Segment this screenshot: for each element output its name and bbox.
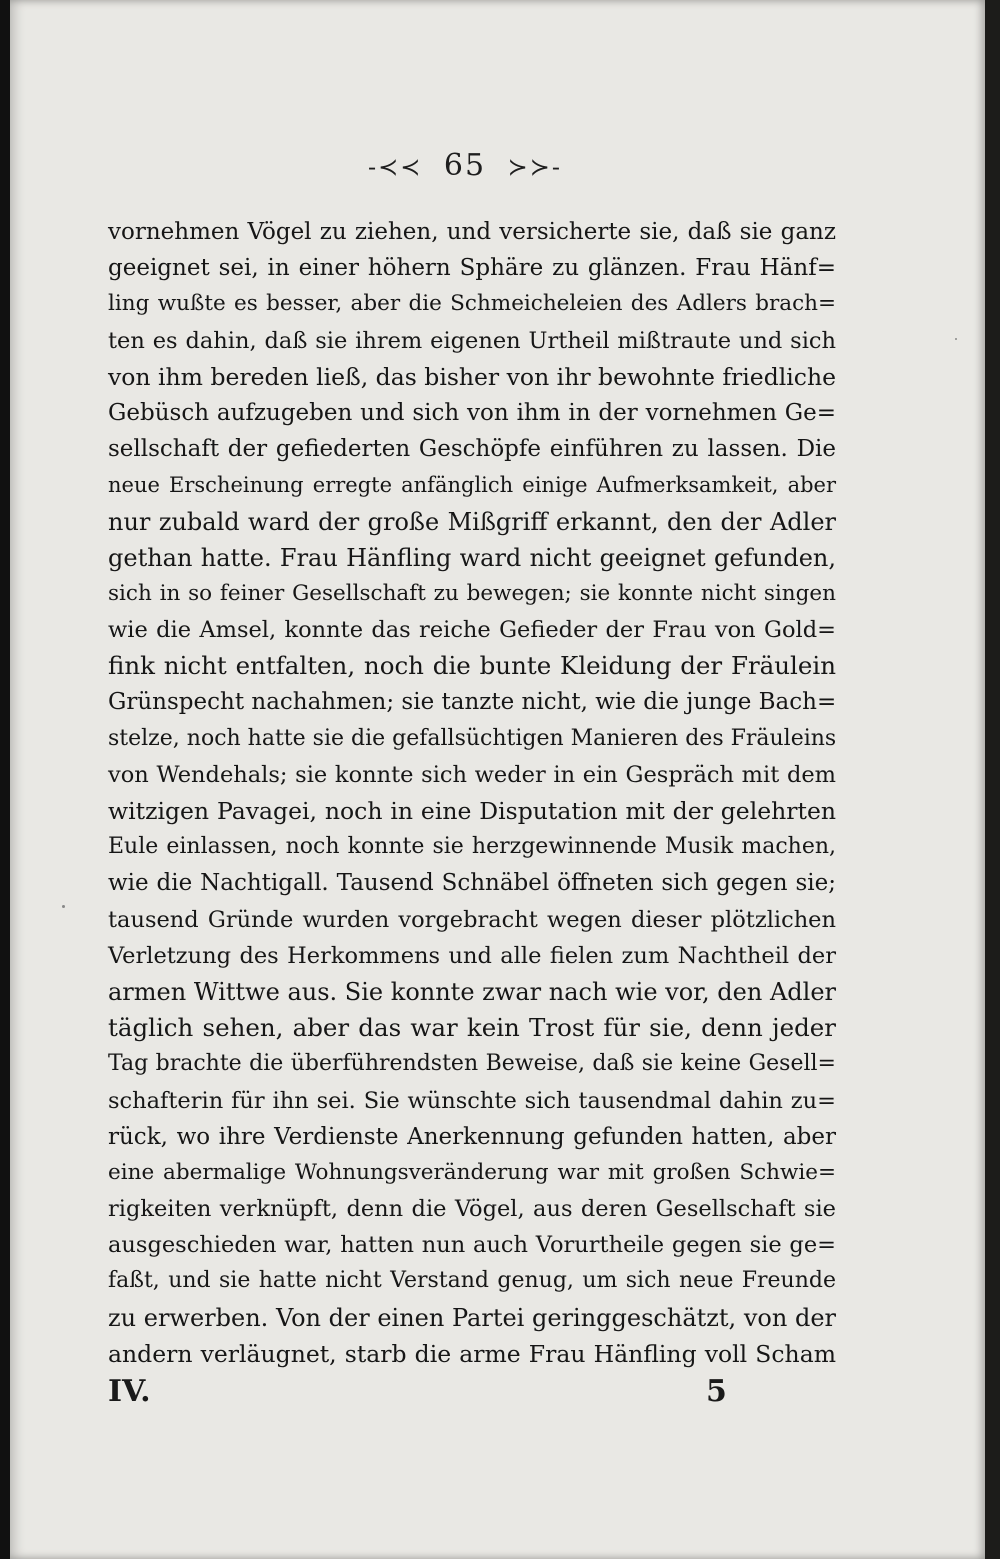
text-line: Grünspecht nachahmen; sie tanzte nicht, wie die junge Bach= — [108, 689, 837, 716]
text-line: Gebüsch aufzugeben und sich von ihm in der vornehmen Ge= — [108, 399, 836, 426]
text-line: ling wußte es besser, aber die Schmeicheleien des Adlers brach= — [108, 291, 836, 317]
text-line: wie die Nachtigall. Tausend Schnäbel öffneten sich gegen sie; — [108, 870, 836, 897]
text-line: Tag brachte die überführendsten Beweise, daß sie keine Gesell= — [108, 1051, 836, 1077]
text-line: Verletzung des Herkommens und alle fielen zum Nachtheil der — [108, 942, 836, 969]
right-ornament: ≻≻- — [507, 153, 562, 181]
scan-left-border — [0, 0, 10, 1559]
text-line: nur zubald ward der große Mißgriff erkannt, den der Adler — [108, 507, 836, 536]
text-line: sich in so feiner Gesellschaft zu bewegen; sie konnte nicht singen — [108, 580, 836, 606]
text-line: zu erwerben. Von der einen Partei geringgeschätzt, von der — [108, 1303, 836, 1332]
text-line: eine abermalige Wohnungsveränderung war mit großen Schwie= — [108, 1159, 836, 1185]
paper-speck — [62, 905, 65, 908]
text-line: fink nicht entfalten, noch die bunte Kleidung der Fräulein — [108, 651, 836, 681]
paper-speck — [955, 338, 957, 340]
text-line: von ihm bereden ließ, das bisher von ihr bewohnte friedliche — [108, 362, 836, 391]
page-header — [10, 148, 920, 183]
book-page — [10, 0, 985, 1559]
text-line: vornehmen Vögel zu ziehen, und versicherte sie, daß sie ganz — [108, 219, 836, 245]
text-line: tausend Gründe wurden vorgebracht wegen dieser plötzlichen — [108, 906, 836, 933]
text-line: ausgeschieden war, hatten nun auch Vorurtheile gegen sie ge= — [108, 1232, 836, 1259]
text-line: andern verläugnet, starb die arme Frau Hänfling voll Scham — [108, 1339, 836, 1368]
text-line: witzigen Pavagei, noch in eine Disputation mit der gelehrten — [108, 797, 836, 825]
signature-mark-number: 5 — [706, 1374, 727, 1409]
text-line: rück, wo ihre Verdienste Anerkennung gefunden hatten, aber — [108, 1123, 836, 1150]
text-line: täglich sehen, aber das war kein Trost für sie, denn jeder — [108, 1013, 836, 1043]
text-line: ten es dahin, daß sie ihrem eigenen Urtheil mißtraute und sich — [108, 327, 836, 354]
text-line: schafterin für ihn sei. Sie wünschte sich tausendmal dahin zu= — [108, 1087, 836, 1114]
text-line: Eule einlassen, noch konnte sie herzgewinnende Musik machen, — [108, 834, 836, 860]
text-line: rigkeiten verknüpft, denn die Vögel, aus deren Gesellschaft sie — [108, 1196, 836, 1223]
text-line: armen Wittwe aus. Sie konnte zwar nach wie vor, den Adler — [108, 977, 836, 1006]
scan-right-border — [985, 0, 1000, 1559]
text-line: faßt, und sie hatte nicht Verstand genug, um sich neue Freunde — [108, 1268, 836, 1294]
text-line: neue Erscheinung erregte anfänglich einige Aufmerksamkeit, aber — [108, 473, 836, 498]
text-line: stelze, noch hatte sie die gefallsüchtigen Manieren des Fräuleins — [108, 725, 837, 751]
page-body-text — [108, 214, 836, 1372]
text-line: gethan hatte. Frau Hänfling ward nicht geeignet gefunden, — [108, 543, 836, 572]
text-line: sellschaft der gefiederten Geschöpfe einführen zu lassen. Die — [108, 436, 836, 463]
signature-mark-roman: IV. — [108, 1374, 151, 1409]
text-line: geeignet sei, in einer höhern Sphäre zu glänzen. Frau Hänf= — [108, 255, 836, 282]
text-line: wie die Amsel, konnte das reiche Gefieder der Frau von Gold= — [108, 617, 836, 644]
text-line: von Wendehals; sie konnte sich weder in ein Gespräch mit dem — [108, 761, 836, 788]
page-number: 65 — [443, 148, 487, 183]
left-ornament: -≺≺ — [368, 153, 423, 181]
